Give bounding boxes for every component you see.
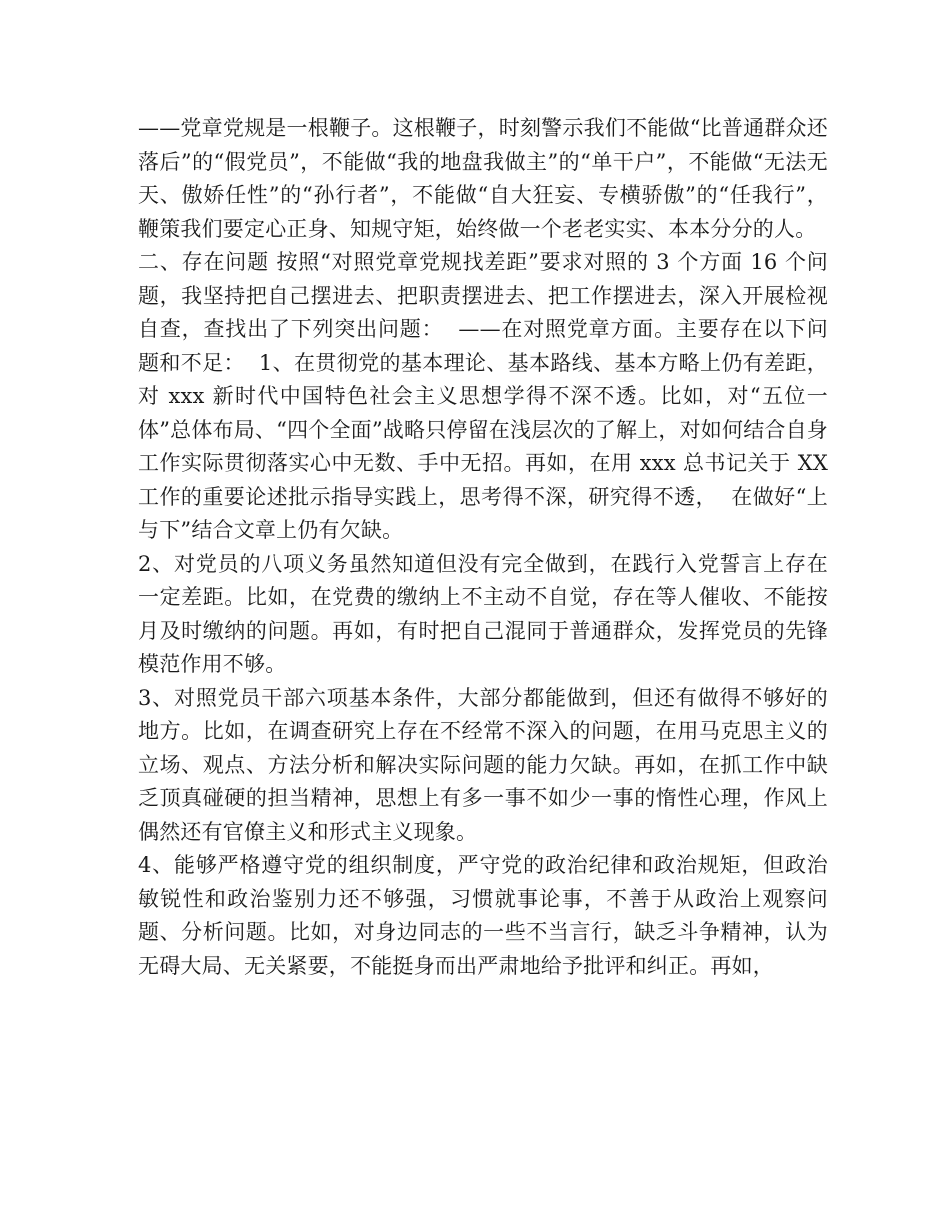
paragraph-item-3: 3、对照党员干部六项基本条件，大部分都能做到，但还有做得不够好的地方。比如，在调查研究上存在不经常不深入的问题，在用马克思主义的立场、观点、方法分析和解决实际问题的能力欠缺。再如，在抓工作中缺乏顶真碰硬的担当精神，思想上有多一事不如少一事的惰性心理，作风上偶然还有官僚主义和形式主义现象。 [138, 685, 828, 844]
paragraph-item-4: 4、能够严格遵守党的组织制度，严守党的政治纪律和政治规矩，但政治敏锐性和政治鉴别力还不够强，习惯就事论事，不善于从政治上观察问题、分析问题。比如，对身边同志的一些不当言行，缺乏斗争精神，认为无碍大局、无关紧要，不能挺身而出严肃地给予批评和纠正。再如， [138, 853, 828, 978]
paragraph-party-rules-whip: ——党章党规是一根鞭子。这根鞭子，时刻警示我们不能做“比普通群众还落后”的“假党员”，不能做“我的地盘我做主”的“单干户”，不能做“无法无天、傲娇任性”的“孙行者”，不能做“自大狂妄、专横骄傲”的“任我行”，鞭策我们要定心正身、知规守矩，始终做一个老老实实、本本分分的人。 [138, 116, 828, 241]
paragraph-existing-problems: 二、存在问题 按照“对照党章党规找差距”要求对照的 3 个方面 16 个问题，我坚持把自己摆进去、把职责摆进去、把工作摆进去，深入开展检视自查，查找出了下列突出问题： ——在对照党章方面。主要存在以下问题和不足： 1、在贯彻党的基本理论、基本路线、基本方略上仍有差距，对 xxx 新时代中国特色社会主义思想学得不深不透。比如，对“五位一体”总体布局、“四个全面”战略只停留在浅层次的了解上，对如何结合自身工作实际贯彻落实心中无数、手中无招。再如，在用 xxx 总书记关于 XX 工作的重要论述批示指导实践上，思考得不深，研究得不透， 在做好“上与下”结合文章上仍有欠缺。 [138, 250, 835, 542]
paragraph-item-2: 2、对党员的八项义务虽然知道但没有完全做到，在践行入党誓言上存在一定差距。比如，在党费的缴纳上不主动不自觉，存在等人催收、不能按月及时缴纳的问题。再如，有时把自己混同于普通群众，发挥党员的先锋模范作用不够。 [138, 551, 828, 676]
document-body [138, 112, 835, 983]
